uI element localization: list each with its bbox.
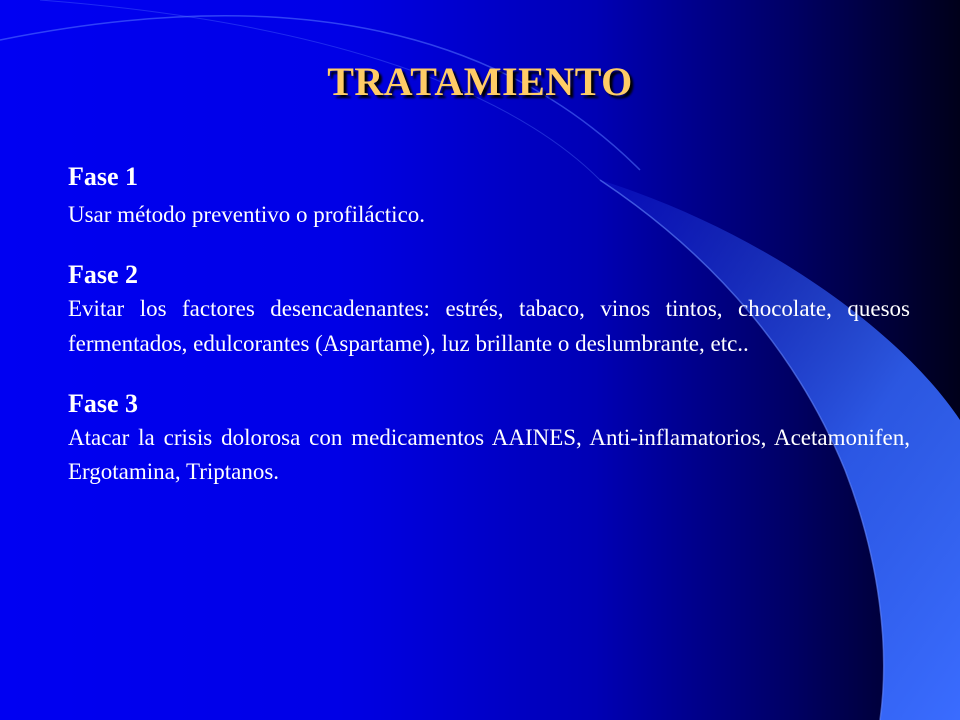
phase-2-text: Evitar los factores desencadenantes: estrés, tabaco, vinos tintos, chocolate, quesos fermentados, edulcorantes (Aspartame), luz brillante o deslumbrante, etc.. (68, 296, 910, 356)
phase-1-text: Usar método preventivo o profiláctico. (68, 201, 426, 227)
phase-1-heading: Fase 1 (68, 162, 139, 191)
slide-content (68, 160, 910, 490)
phase-3 (68, 387, 910, 490)
phase-3-heading: Fase 3 (68, 389, 139, 419)
phase-3-text: Atacar la crisis dolorosa con medicamentos AAINES, Anti-inflamatorios, Acetamonifen, Ergotamina, Triptanos. (68, 424, 910, 485)
phase-2-heading: Fase 2 (68, 260, 139, 290)
phase-2 (68, 258, 910, 361)
slide-title: TRATAMIENTO (327, 59, 633, 104)
phase-1 (68, 160, 910, 232)
